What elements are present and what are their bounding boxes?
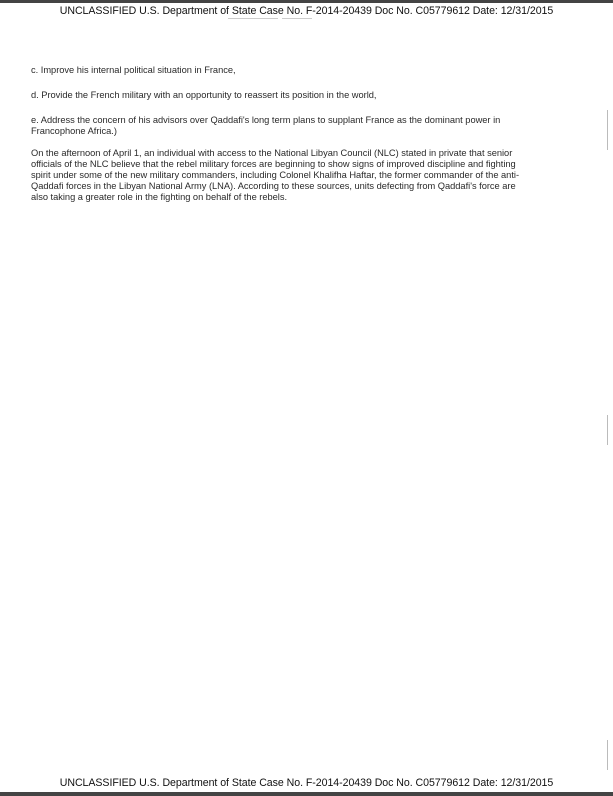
scan-edge-artifact (607, 110, 608, 150)
list-item-e-line-2: Francophone Africa.) (31, 126, 117, 136)
scan-border-bottom (0, 792, 613, 796)
scan-artifact-rule (282, 18, 312, 19)
paragraph-line-3: spirit under some of the new military commanders, including Colonel Khalifha Haftar, the former commander of the anti- (31, 170, 520, 180)
paragraph-line-5: also taking a greater role in the fighting on behalf of the rebels. (31, 192, 288, 202)
list-item-e-line-1: e. Address the concern of his advisors over Qaddafi's long term plans to supplant France as the dominant power in (31, 115, 501, 125)
paragraph-line-2: officials of the NLC believe that the rebel military forces are beginning to show signs of improved discipline and fighting (31, 159, 516, 169)
footer-classification-stamp: UNCLASSIFIED U.S. Department of State Case No. F-2014-20439 Doc No. C05779612 Date: 12/31/2015 (59, 777, 554, 789)
paragraph-line-4: Qaddafi forces in the Libyan National Army (LNA). According to these sources, units defecting from Qaddafi's force are (31, 181, 516, 191)
scan-edge-artifact (607, 415, 608, 445)
list-item-c: c. Improve his internal political situation in France, (31, 65, 236, 75)
header-classification-stamp: UNCLASSIFIED U.S. Department of State Case No. F-2014-20439 Doc No. C05779612 Date: 12/31/2015 (59, 5, 554, 17)
scan-artifact-rule (228, 18, 278, 19)
scan-edge-artifact (607, 740, 608, 770)
paragraph-line-1: On the afternoon of April 1, an individual with access to the National Libyan Council (NLC) stated in private that senior (31, 148, 513, 158)
scan-border-top (0, 0, 613, 3)
list-item-d: d. Provide the French military with an opportunity to reassert its position in the world, (31, 90, 377, 100)
